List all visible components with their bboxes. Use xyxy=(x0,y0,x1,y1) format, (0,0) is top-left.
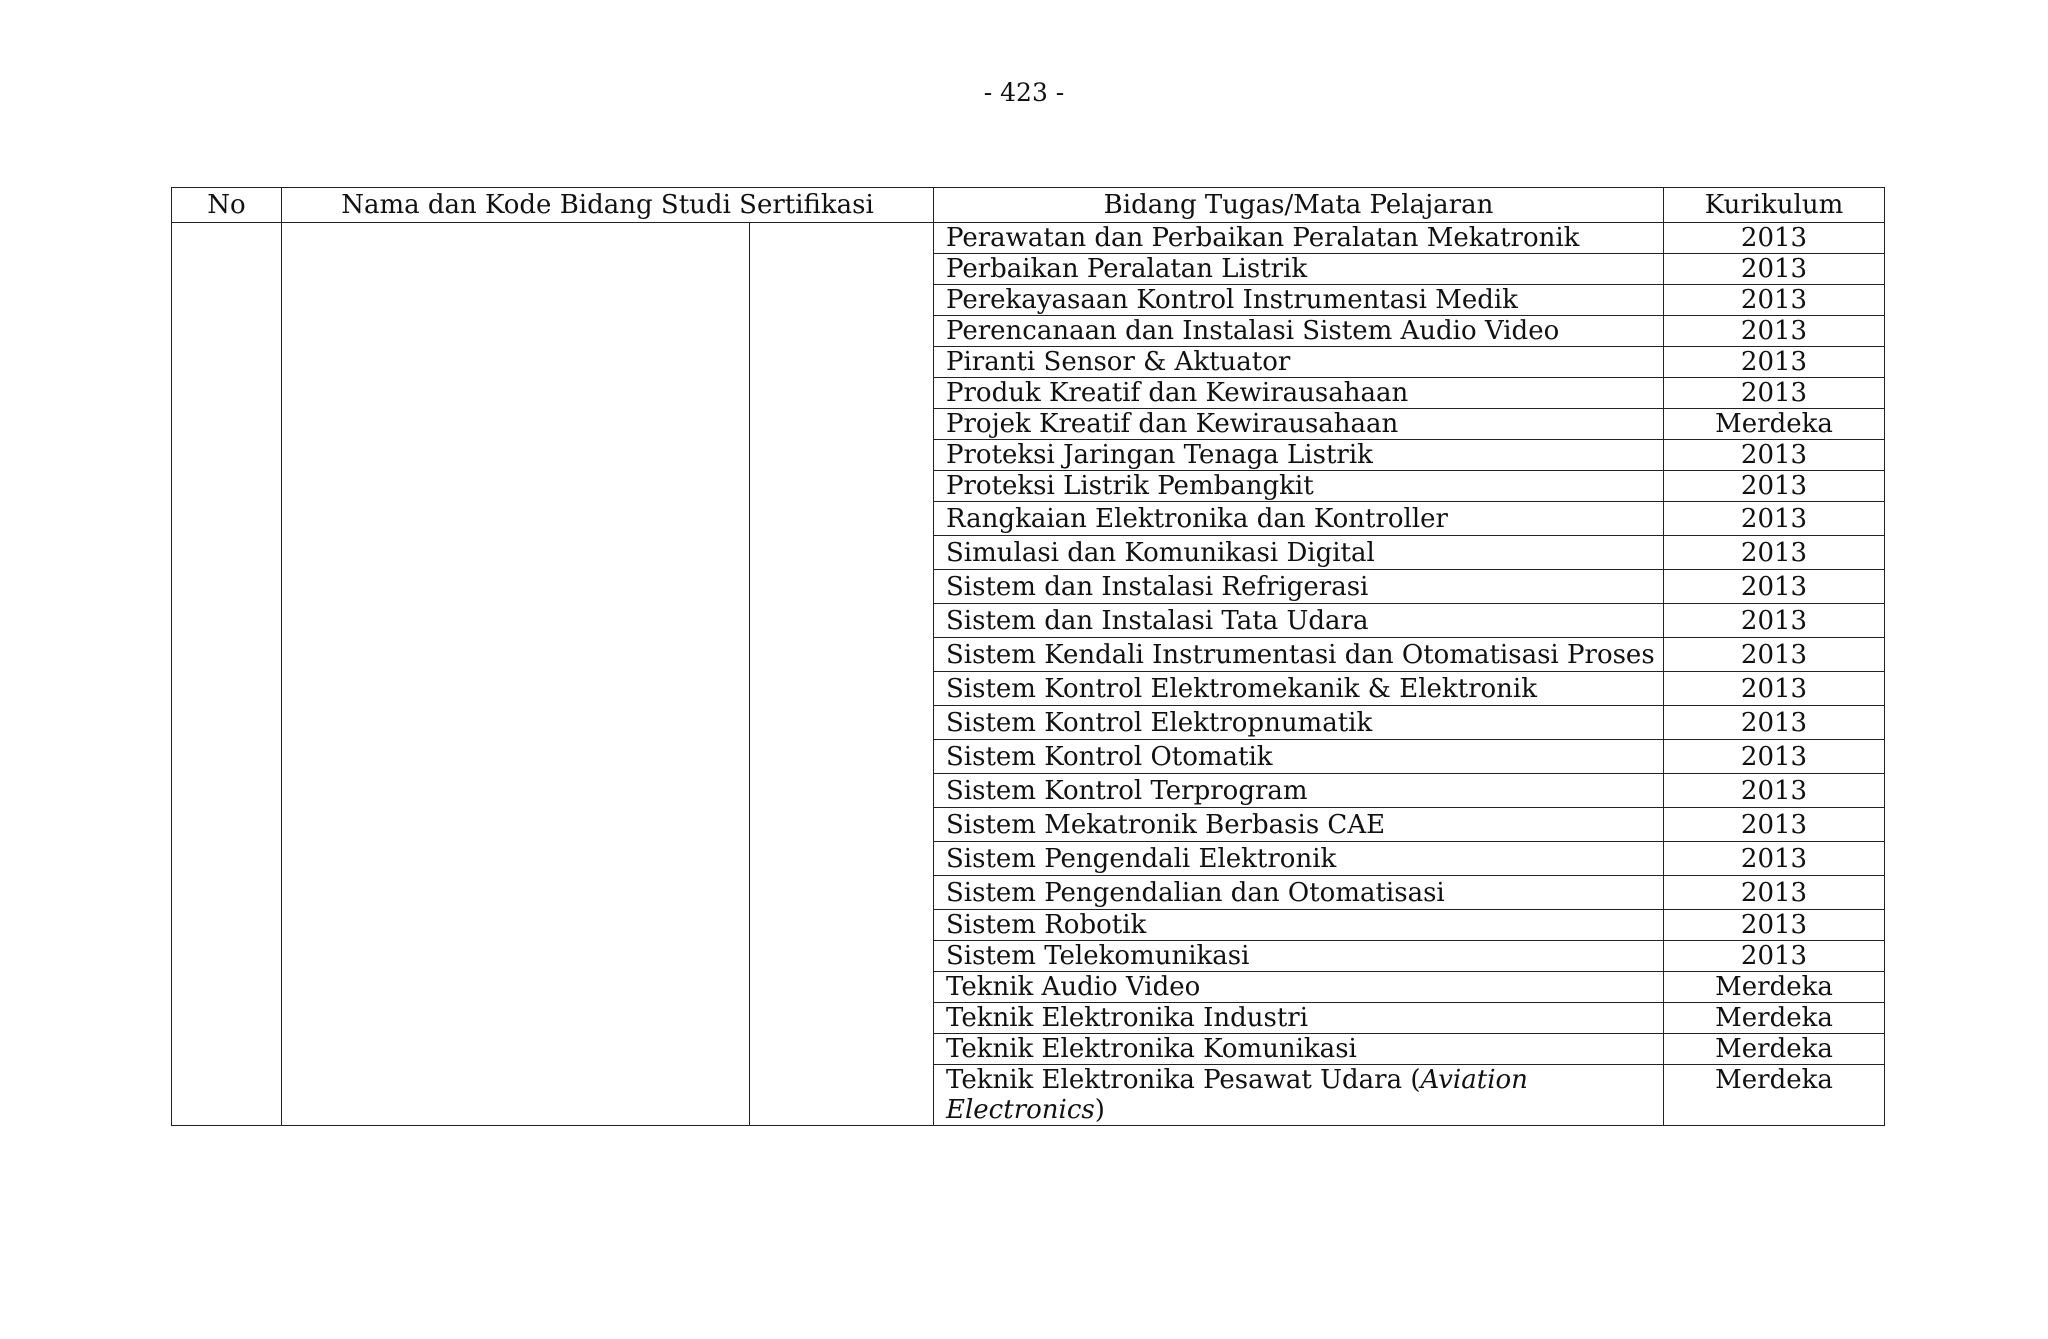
kurikulum-cell: Merdeka xyxy=(1664,409,1885,440)
kurikulum-cell: Merdeka xyxy=(1664,1003,1885,1034)
kurikulum-cell: 2013 xyxy=(1664,876,1885,910)
subject-cell: Rangkaian Elektronika dan Kontroller xyxy=(934,502,1664,536)
kurikulum-cell: 2013 xyxy=(1664,570,1885,604)
kurikulum-cell: 2013 xyxy=(1664,604,1885,638)
subject-cell: Sistem dan Instalasi Tata Udara xyxy=(934,604,1664,638)
kurikulum-cell: 2013 xyxy=(1664,347,1885,378)
kurikulum-cell: 2013 xyxy=(1664,316,1885,347)
subject-cell: Teknik Audio Video xyxy=(934,972,1664,1003)
kurikulum-cell: 2013 xyxy=(1664,285,1885,316)
subject-cell: Sistem Pengendalian dan Otomatisasi xyxy=(934,876,1664,910)
subject-cell: Proteksi Jaringan Tenaga Listrik xyxy=(934,440,1664,471)
subject-cell: Sistem Robotik xyxy=(934,910,1664,941)
header-no: No xyxy=(172,188,282,223)
subject-cell: Simulasi dan Komunikasi Digital xyxy=(934,536,1664,570)
page-number: - 423 - xyxy=(983,78,1065,107)
subject-table xyxy=(171,187,1885,1126)
table-header-row xyxy=(172,188,1885,223)
subject-cell: Projek Kreatif dan Kewirausahaan xyxy=(934,409,1664,440)
table-row xyxy=(172,223,1885,254)
subject-cell: Sistem Kontrol Terprogram xyxy=(934,774,1664,808)
table-body xyxy=(172,223,1885,1126)
empty-no-cell xyxy=(172,223,282,1126)
kurikulum-cell: 2013 xyxy=(1664,910,1885,941)
subject-cell: Sistem Kendali Instrumentasi dan Otomatisasi Proses xyxy=(934,638,1664,672)
subject-cell: Teknik Elektronika Komunikasi xyxy=(934,1034,1664,1065)
subject-cell: Sistem Kontrol Elektromekanik & Elektronik xyxy=(934,672,1664,706)
kurikulum-cell: 2013 xyxy=(1664,471,1885,502)
subject-cell xyxy=(934,1065,1664,1126)
subject-cell: Sistem Kontrol Otomatik xyxy=(934,740,1664,774)
kurikulum-cell: 2013 xyxy=(1664,223,1885,254)
kurikulum-cell: 2013 xyxy=(1664,536,1885,570)
header-nama-kode: Nama dan Kode Bidang Studi Sertifikasi xyxy=(282,188,934,223)
kurikulum-cell: 2013 xyxy=(1664,672,1885,706)
empty-nama-cell xyxy=(282,223,750,1126)
empty-kode-cell xyxy=(750,223,934,1126)
kurikulum-cell: Merdeka xyxy=(1664,1034,1885,1065)
subject-cell: Piranti Sensor & Aktuator xyxy=(934,347,1664,378)
kurikulum-cell: 2013 xyxy=(1664,254,1885,285)
kurikulum-cell: 2013 xyxy=(1664,440,1885,471)
kurikulum-cell: 2013 xyxy=(1664,740,1885,774)
subject-text: Teknik Elektronika Pesawat Udara ( xyxy=(946,1065,1421,1095)
kurikulum-cell: 2013 xyxy=(1664,638,1885,672)
kurikulum-cell: 2013 xyxy=(1664,774,1885,808)
kurikulum-cell: 2013 xyxy=(1664,842,1885,876)
subject-cell: Sistem Kontrol Elektropnumatik xyxy=(934,706,1664,740)
subject-cell: Sistem Pengendali Elektronik xyxy=(934,842,1664,876)
kurikulum-cell: 2013 xyxy=(1664,706,1885,740)
subject-cell: Produk Kreatif dan Kewirausahaan xyxy=(934,378,1664,409)
subject-cell: Perbaikan Peralatan Listrik xyxy=(934,254,1664,285)
subject-cell: Sistem Telekomunikasi xyxy=(934,941,1664,972)
subject-cell: Sistem Mekatronik Berbasis CAE xyxy=(934,808,1664,842)
kurikulum-cell: 2013 xyxy=(1664,808,1885,842)
subject-cell: Perencanaan dan Instalasi Sistem Audio Video xyxy=(934,316,1664,347)
kurikulum-cell: Merdeka xyxy=(1664,972,1885,1003)
header-bidang-tugas: Bidang Tugas/Mata Pelajaran xyxy=(934,188,1664,223)
kurikulum-cell: 2013 xyxy=(1664,502,1885,536)
subject-text-suffix: ) xyxy=(1094,1095,1105,1125)
kurikulum-cell: Merdeka xyxy=(1664,1065,1885,1126)
subject-italic-text: Aviation Electronics xyxy=(946,1065,1528,1125)
subject-cell: Sistem dan Instalasi Refrigerasi xyxy=(934,570,1664,604)
subject-cell: Perekayasaan Kontrol Instrumentasi Medik xyxy=(934,285,1664,316)
header-kurikulum: Kurikulum xyxy=(1664,188,1885,223)
subject-cell: Teknik Elektronika Industri xyxy=(934,1003,1664,1034)
kurikulum-cell: 2013 xyxy=(1664,941,1885,972)
subject-cell: Perawatan dan Perbaikan Peralatan Mekatronik xyxy=(934,223,1664,254)
kurikulum-cell: 2013 xyxy=(1664,378,1885,409)
subject-cell: Proteksi Listrik Pembangkit xyxy=(934,471,1664,502)
